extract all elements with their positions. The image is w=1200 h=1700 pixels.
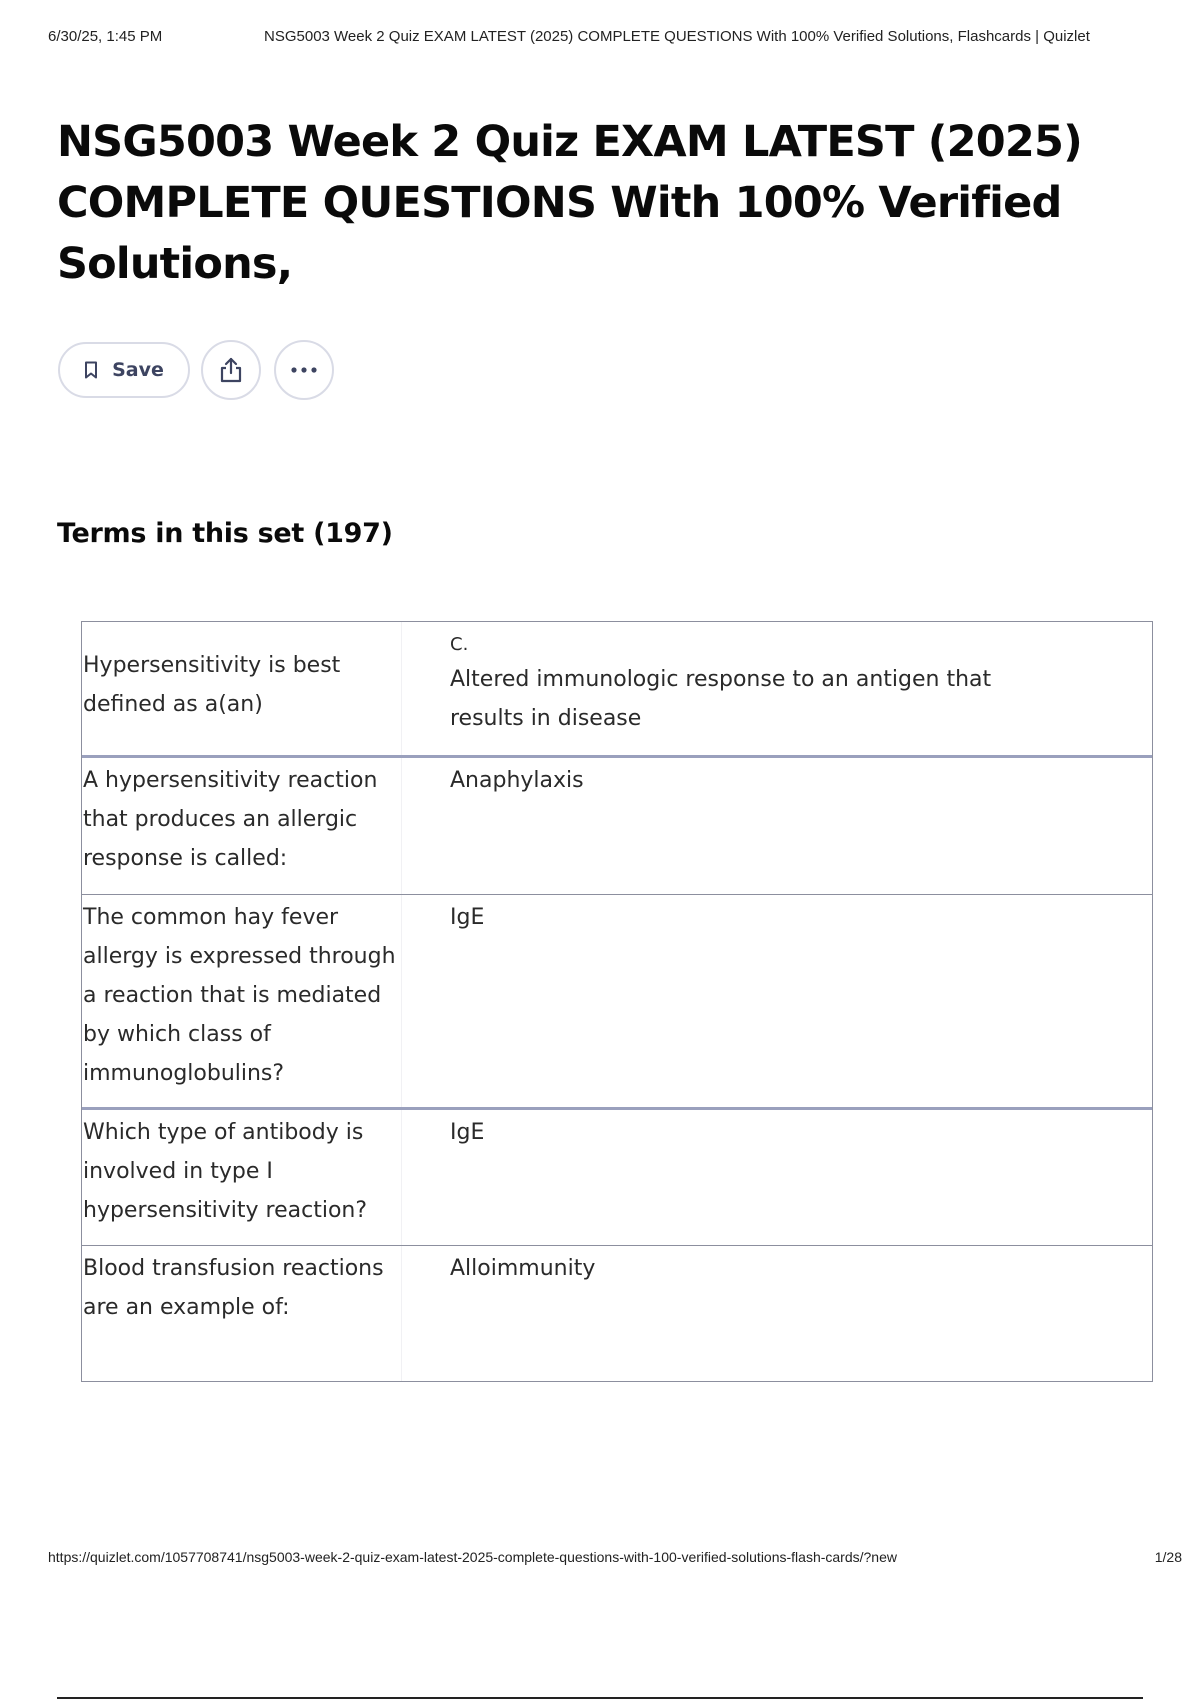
share-icon [218, 356, 244, 384]
term-text [82, 1246, 402, 1381]
term-row [82, 758, 1152, 895]
definition-label: Alloimmunity [450, 1256, 596, 1281]
terms-table [81, 621, 1153, 1382]
term-text [82, 622, 402, 755]
term-row [82, 1246, 1152, 1381]
answer-letter: C. [450, 634, 469, 655]
print-header [48, 28, 1152, 52]
page-number: 1/28 [1154, 1549, 1182, 1565]
term-label: Which type of antibody is involved in type I hypersensitivity reaction? [83, 1120, 368, 1223]
definition-text [402, 1110, 1152, 1245]
term-label: Blood transfusion reactions are an example of: [83, 1256, 384, 1320]
bottom-divider [57, 1697, 1143, 1699]
save-button-label: Save [112, 359, 164, 381]
terms-heading: Terms in this set (197) [57, 518, 393, 549]
print-date: 6/30/25, 1:45 PM [48, 28, 163, 45]
term-text [82, 895, 402, 1107]
term-text [82, 758, 402, 894]
page-url: https://quizlet.com/1057708741/nsg5003-week-2-quiz-exam-latest-2025-complete-questions-with-100-verified-solutions-flash-cards/?new [48, 1549, 897, 1565]
definition-label: Anaphylaxis [450, 768, 584, 793]
definition-label: IgE [450, 1120, 485, 1145]
bookmark-icon [84, 361, 98, 379]
term-row [82, 1110, 1152, 1246]
more-options-button[interactable] [274, 340, 334, 400]
definition-text [402, 895, 1152, 1107]
term-label: Hypersensitivity is best defined as a(an) [83, 653, 341, 717]
definition-text [402, 622, 1152, 755]
definition-label: Altered immunologic response to an antigen that results in disease [450, 667, 992, 731]
term-row [82, 622, 1152, 758]
more-icon [290, 366, 318, 374]
share-button[interactable] [201, 340, 261, 400]
definition-text [402, 1246, 1152, 1381]
page-title: NSG5003 Week 2 Quiz EXAM LATEST (2025) COMPLETE QUESTIONS With 100% Verified Solutions, [57, 117, 1082, 289]
term-row [82, 895, 1152, 1110]
print-document-title: NSG5003 Week 2 Quiz EXAM LATEST (2025) COMPLETE QUESTIONS With 100% Verified Solutions, Flashcards | Quizlet [264, 28, 1090, 45]
definition-label: IgE [450, 905, 485, 930]
definition-text [402, 758, 1152, 894]
term-label: The common hay fever allergy is expressed through a reaction that is mediated by which class of immunoglobulins? [83, 905, 396, 1086]
term-label: A hypersensitivity reaction that produces an allergic response is called: [83, 768, 378, 871]
term-text [82, 1110, 402, 1245]
save-button[interactable] [58, 342, 190, 398]
